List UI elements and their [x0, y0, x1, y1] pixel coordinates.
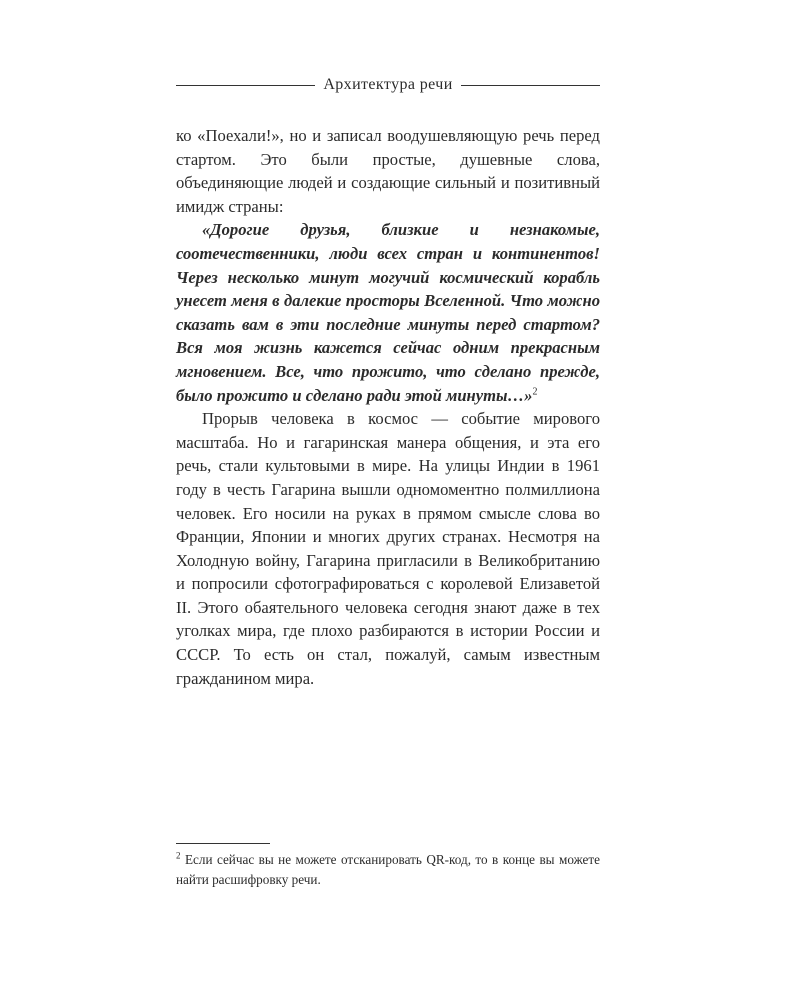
- footnote-number: 2: [176, 850, 181, 861]
- paragraph-space-breakthrough: Прорыв человека в космос — событие мирового масштаба. Но и гагаринская манера общения, и эта его речь, стали культовыми в мире. На улицы Индии в 1961 году в честь Гагарина вышли одномоментно полмиллиона человек. Его носили на руках в прямом смысле слова во Франции, Японии и многих других странах. Несмотря на Холодную войну, Гагарина пригласили в Великобританию и попросили сфотографироваться с королевой Елизаветой II. Этого обаятельного человека сегодня знают даже в тех уголках мира, где плохо разбираются в истории России и СССР. То есть он стал, пожалуй, самым известным гражданином мира.: [176, 409, 600, 688]
- paragraph-intro: ко «Поехали!», но и записал воодушевляющую речь перед стартом. Это были простые, душевные слова, объединяющие людей и создающие сильный и позитивный имидж страны:: [176, 126, 600, 216]
- footnote: [176, 850, 600, 889]
- footnote-separator: [176, 843, 270, 844]
- main-text: [176, 124, 600, 690]
- footnote-reference: 2: [532, 386, 538, 397]
- running-head-rule-right: [461, 85, 600, 86]
- gagarin-quote-text: «Дорогие друзья, близкие и незнакомые, соотечественники, люди всех стран и континентов! Через несколько минут могучий космический корабль унесет меня в далекие просторы Вселенной. Что можно сказать вам в эти последние минуты перед стартом? Вся моя жизнь кажется сейчас одним прекрасным мгновением. Все, что прожито, что сделано прежде, было прожито и сделано ради этой минуты…»: [176, 220, 600, 405]
- book-page: [176, 0, 600, 1000]
- running-head-title: Архитектура речи: [323, 76, 453, 93]
- running-head: [176, 76, 600, 94]
- gagarin-quote: [176, 218, 600, 407]
- running-head-rule-left: [176, 85, 315, 86]
- footnote-text: Если сейчас вы не можете отсканировать QR-код, то в конце вы можете найти расшифровку речи.: [176, 852, 601, 887]
